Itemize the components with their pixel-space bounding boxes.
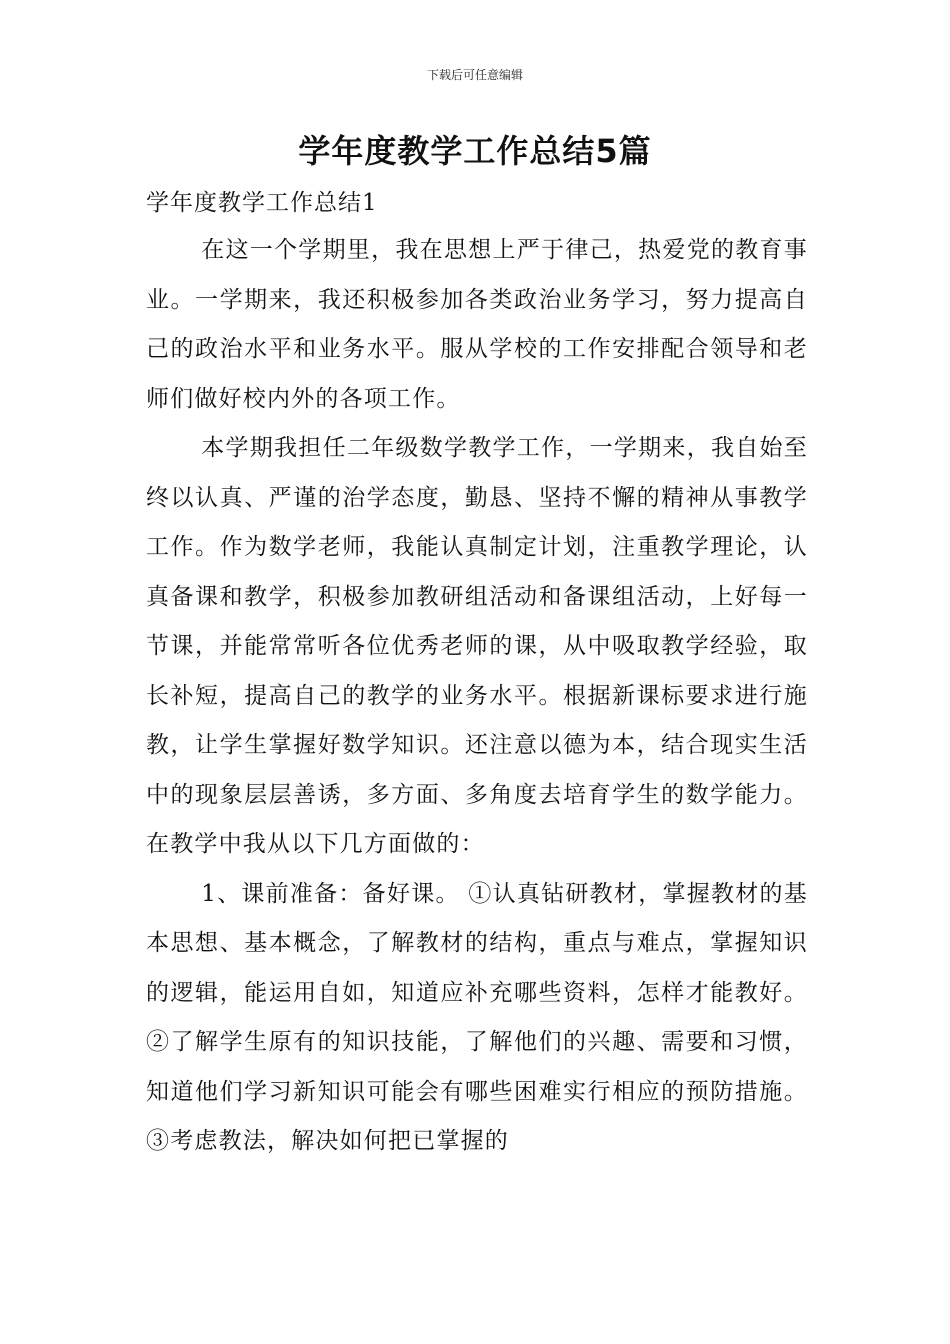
header-note: 下载后可任意编辑 bbox=[426, 68, 523, 82]
paragraph: 本学期我担任二年级数学教学工作，一学期来，我自始至终以认真、严谨的治学态度，勤恳、坚持不懈的精神从事教学工作。作为数学老师，我能认真制定计划，注重教学理论，认真备课和教学，积极参加教研组活动和备课组活动，上好每一节课，并能常常听各位优秀老师的课，从中吸取教学经验，取长补短，提高自己的教学的业务水平。根据新课标要求进行施教，让学生掌握好数学知识。还注意以德为本，结合现实生活中的现象层层善诱，多方面、多角度去培育学生的数学能力。在教学中我从以下几方面做的： bbox=[146, 435, 808, 857]
document-body bbox=[146, 226, 808, 1167]
section-title: 学年度教学工作总结1 bbox=[146, 190, 378, 216]
paragraph: 1、课前准备：备好课。 ①认真钻研教材，掌握教材的基本思想、基本概念，了解教材的结构，重点与难点，掌握知识的逻辑，能运用自如，知道应补充哪些资料，怎样才能教好。 ②了解学生原有的知识技能，了解他们的兴趣、需要和习惯，知道他们学习新知识可能会有哪些困难实行相应的预防措施。 ③考虑教法，解决如何把已掌握的 bbox=[146, 880, 808, 1154]
document-title: 学年度教学工作总结5篇 bbox=[298, 132, 652, 170]
paragraph: 在这一个学期里，我在思想上严于律己，热爱党的教育事业。一学期来，我还积极参加各类政治业务学习，努力提高自己的政治水平和业务水平。服从学校的工作安排配合领导和老师们做好校内外的各项工作。 bbox=[146, 237, 808, 412]
